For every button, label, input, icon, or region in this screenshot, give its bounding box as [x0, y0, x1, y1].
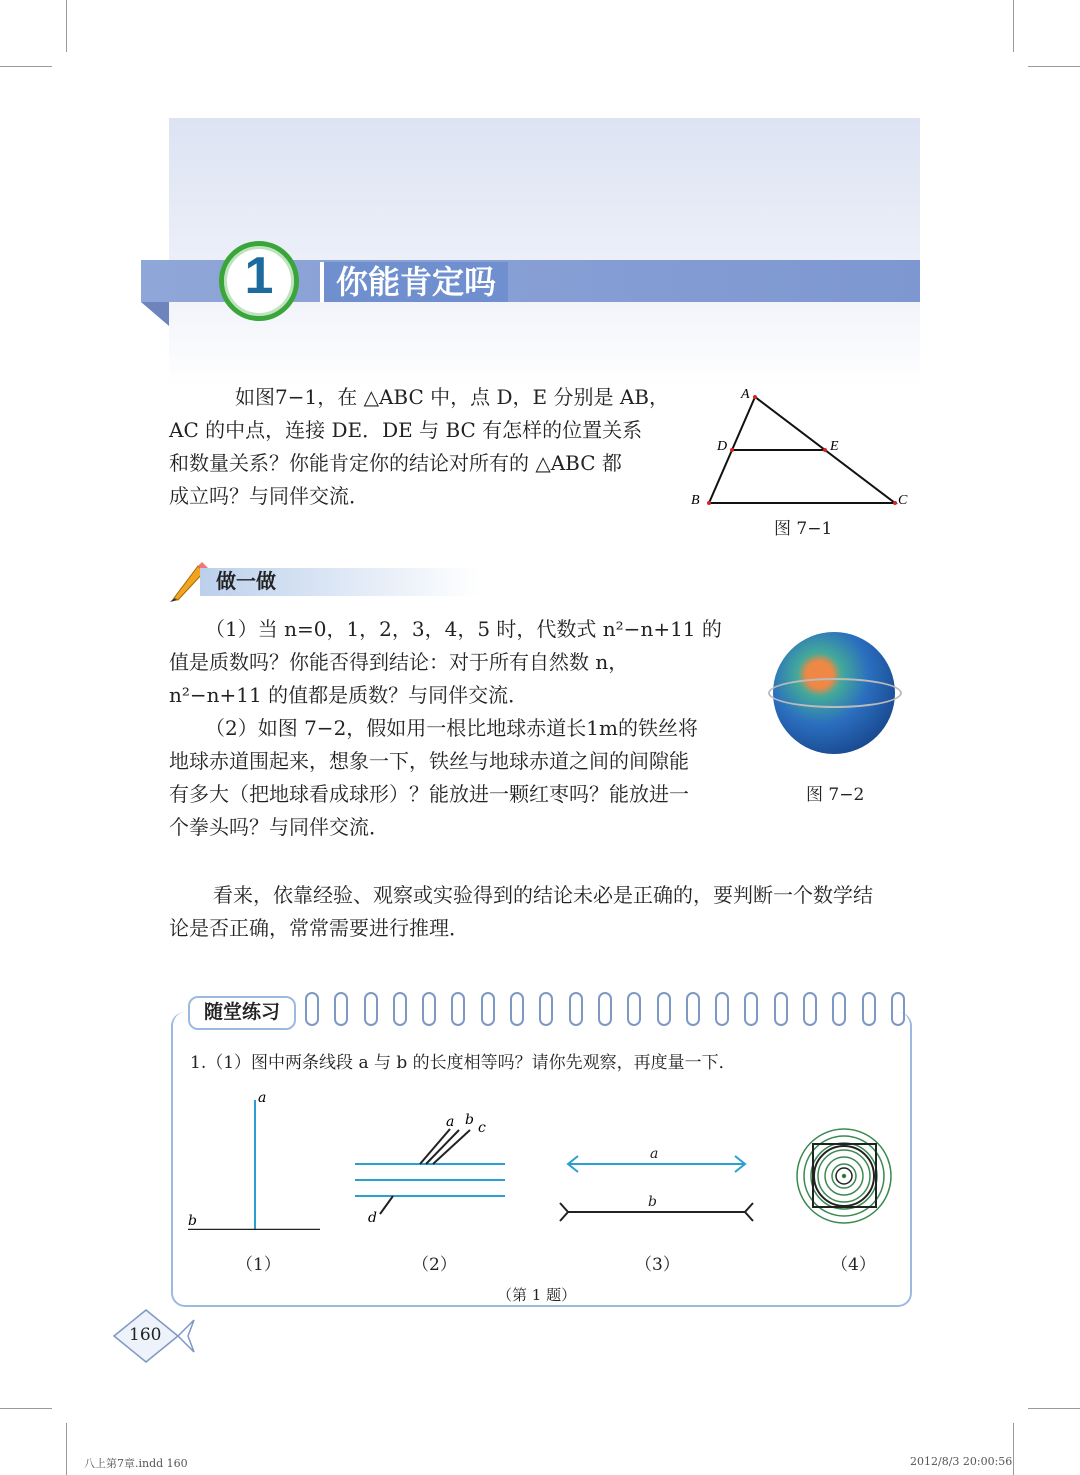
figure-2 — [355, 1112, 505, 1226]
svg-text:a: a — [650, 1146, 659, 1162]
figure-3 — [560, 1146, 753, 1221]
crop-mark — [1028, 1408, 1080, 1409]
footer-file: 八上第7章.indd 160 — [84, 1457, 188, 1470]
text-line: 个拳头吗？与同伴交流． — [169, 815, 389, 839]
text-line: 值是质数吗？你能否得到结论：对于所有自然数 n， — [169, 650, 629, 674]
notebook-rings — [305, 992, 905, 1032]
text-line: 看来，依靠经验、观察或实验得到的结论未必是正确的，要判断一个数学结 — [213, 883, 873, 907]
activity-text — [169, 613, 739, 844]
label-a: a — [258, 1090, 267, 1106]
figure-1 — [188, 1090, 320, 1230]
figure-4 — [797, 1129, 891, 1223]
svg-text:d: d — [368, 1210, 377, 1226]
svg-text:c: c — [478, 1120, 486, 1136]
section-title: 你能肯定吗 — [320, 262, 508, 302]
figure-caption: 图 7−1 — [774, 519, 833, 539]
wire-ring — [768, 678, 902, 708]
crop-mark — [0, 1408, 52, 1409]
intro-paragraph — [169, 381, 677, 513]
text-line: 成立吗？与同伴交流． — [169, 484, 369, 508]
label-b: b — [188, 1213, 197, 1229]
text-line: 和数量关系？你能肯定你的结论对所有的 △ABC 都 — [169, 451, 622, 475]
figure-caption: （3） — [635, 1255, 680, 1275]
label-c: C — [898, 493, 908, 508]
figure-caption: （4） — [831, 1255, 876, 1275]
crop-mark — [1013, 1423, 1014, 1475]
figure-caption: （2） — [412, 1255, 457, 1275]
figure-caption: （1） — [236, 1255, 281, 1275]
activity-header — [200, 568, 480, 596]
figure-caption: 图 7−2 — [806, 785, 865, 805]
svg-text:b: b — [465, 1112, 474, 1128]
activity-title: 做一做 — [216, 571, 276, 593]
crop-mark — [66, 0, 67, 52]
practice-figures — [180, 1090, 910, 1230]
footer-timestamp: 2012/8/3 20:00:56 — [910, 1455, 1013, 1468]
crop-mark — [1028, 66, 1080, 67]
svg-text:a: a — [446, 1114, 455, 1130]
text-line: AC 的中点，连接 DE．DE 与 BC 有怎样的位置关系 — [169, 418, 643, 442]
crop-mark — [0, 66, 52, 67]
triangle-figure — [685, 380, 920, 515]
text-line: 论是否正确，常常需要进行推理． — [169, 916, 469, 940]
text-line: 有多大（把地球看成球形）？能放进一颗红枣吗？能放进一 — [169, 782, 689, 806]
text-line: 地球赤道围起来，想象一下，铁丝与地球赤道之间的间隙能 — [169, 749, 689, 773]
label-d: D — [717, 439, 728, 454]
text-line: n²−n+11 的值都是质数？与同伴交流． — [169, 683, 529, 707]
svg-text:b: b — [648, 1194, 657, 1210]
label-a: A — [741, 387, 750, 402]
practice-title: 随堂练习 — [188, 996, 296, 1030]
text-line: （2）如图 7−2，假如用一根比地球赤道长1m的铁丝将 — [205, 716, 698, 740]
text-line: （1）当 n=0，1，2，3，4，5 时，代数式 n²−n+11 的 — [205, 617, 722, 641]
section-number: 1 — [219, 241, 299, 321]
text-line: 如图7−1，在 △ABC 中，点 D，E 分别是 AB， — [235, 385, 669, 409]
label-e: E — [830, 439, 839, 454]
band-fold — [141, 302, 169, 326]
page-number: 160 — [129, 1325, 162, 1345]
conclusion-paragraph — [169, 879, 914, 945]
question-caption: （第 1 题） — [497, 1286, 577, 1304]
crop-mark — [1013, 0, 1014, 52]
crop-mark — [66, 1423, 67, 1475]
label-b: B — [691, 493, 700, 508]
question-1: 1.（1）图中两条线段 a 与 b 的长度相等吗？请你先观察，再度量一下． — [190, 1053, 736, 1073]
